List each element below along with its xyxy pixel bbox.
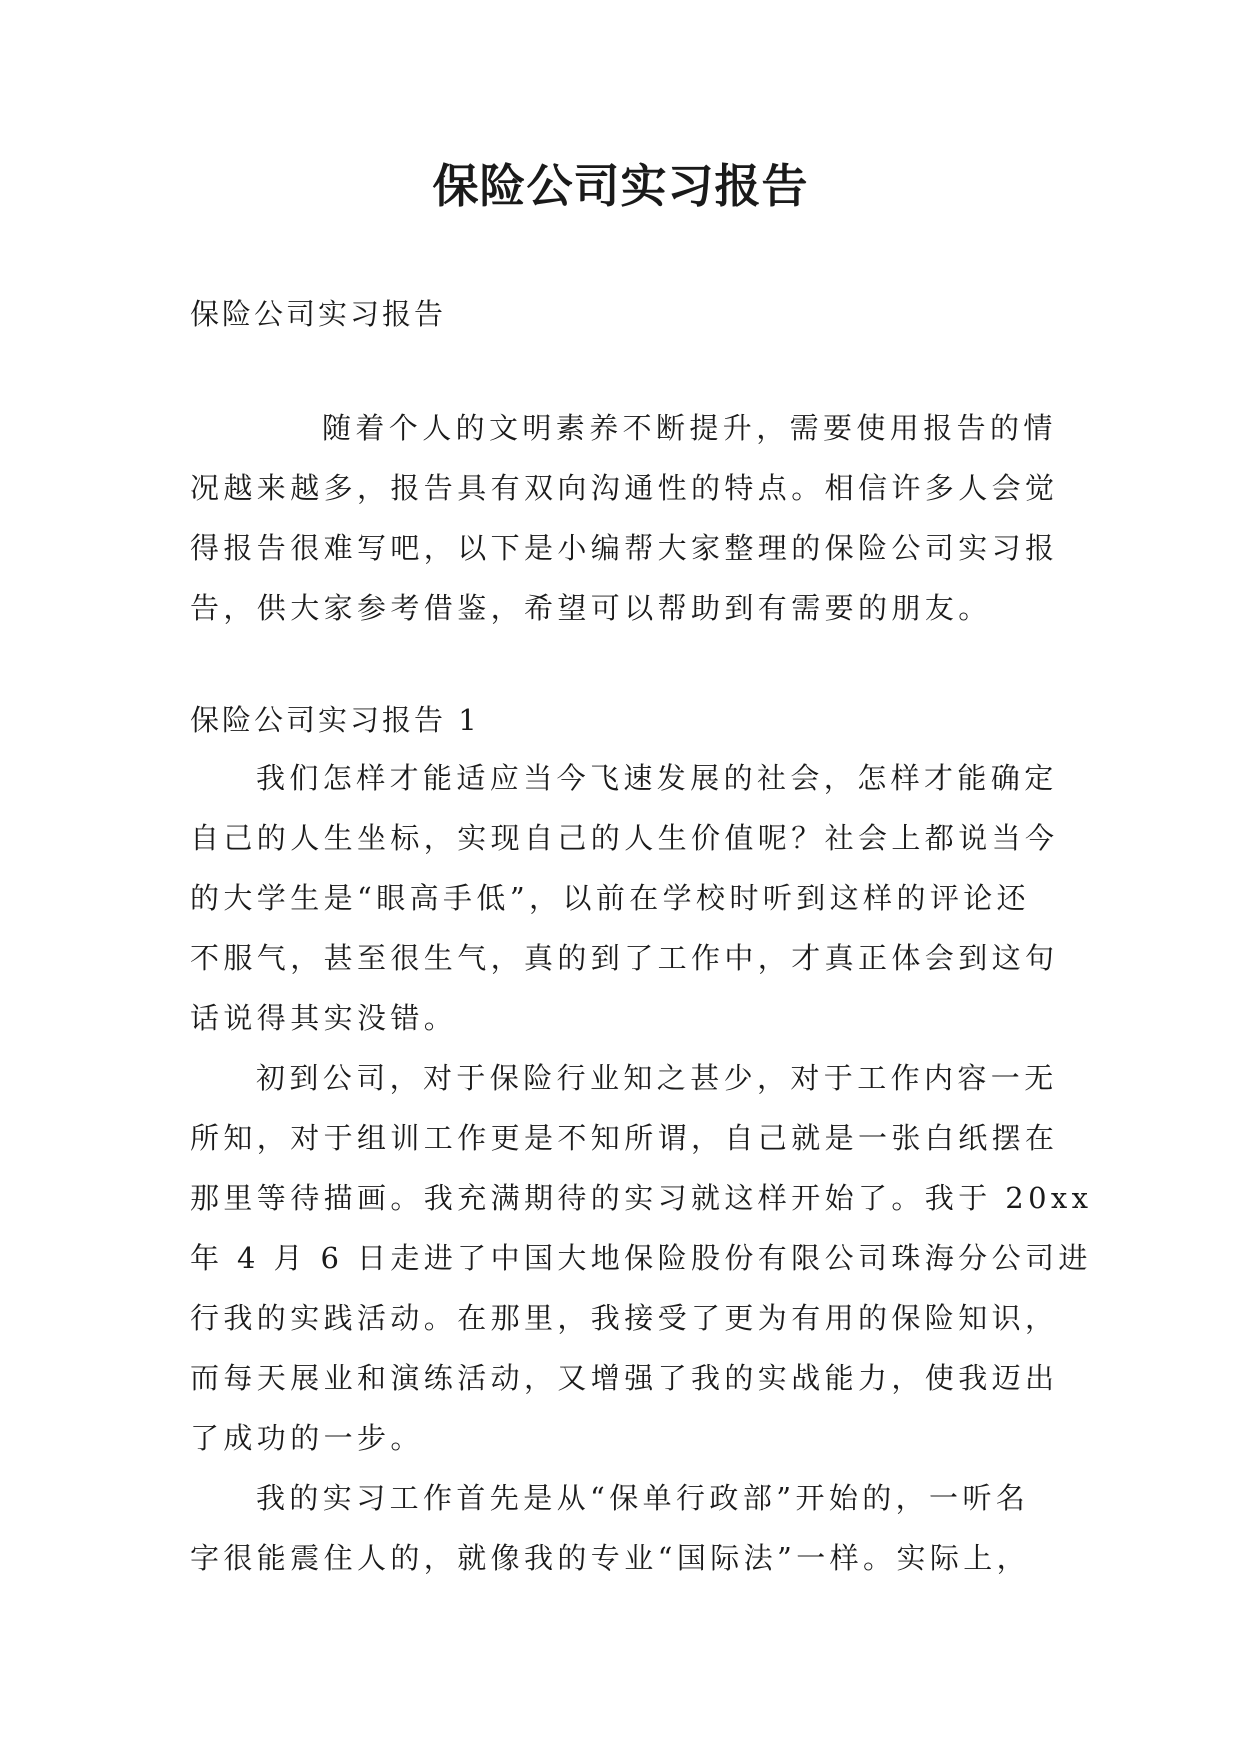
paragraph-line: 话说得其实没错。 bbox=[190, 1001, 458, 1035]
intro-line: 随着个人的文明素养不断提升，需要使用报告的情 bbox=[322, 411, 1057, 445]
document-subtitle: 保险公司实习报告 bbox=[190, 297, 447, 331]
paragraph-line: 自己的人生坐标，实现自己的人生价值呢？社会上都说当今 bbox=[190, 821, 1059, 855]
paragraph-line: 年 4 月 6 日走进了中国大地保险股份有限公司珠海分公司进 bbox=[190, 1241, 1092, 1275]
section-heading: 保险公司实习报告 1 bbox=[190, 703, 480, 737]
intro-line: 告，供大家参考借鉴，希望可以帮助到有需要的朋友。 bbox=[190, 591, 992, 625]
paragraph-line: 初到公司，对于保险行业知之甚少，对于工作内容一无 bbox=[256, 1061, 1058, 1095]
paragraph-line: 我的实习工作首先是从“保单行政部”开始的，一听名 bbox=[256, 1481, 1030, 1515]
paragraph-line: 的大学生是“眼高手低”，以前在学校时听到这样的评论还 bbox=[190, 881, 1031, 915]
paragraph-line: 字很能震住人的，就像我的专业“国际法”一样。实际上， bbox=[190, 1541, 1031, 1575]
paragraph-line: 那里等待描画。我充满期待的实习就这样开始了。我于 20xx bbox=[190, 1181, 1093, 1215]
paragraph-line: 我们怎样才能适应当今飞速发展的社会，怎样才能确定 bbox=[256, 761, 1058, 795]
paragraph-line: 所知，对于组训工作更是不知所谓，自己就是一张白纸摆在 bbox=[190, 1121, 1059, 1155]
paragraph-line: 不服气，甚至很生气，真的到了工作中，才真正体会到这句 bbox=[190, 941, 1059, 975]
paragraph-line: 了成功的一步。 bbox=[190, 1421, 424, 1455]
paragraph-line: 行我的实践活动。在那里，我接受了更为有用的保险知识， bbox=[190, 1301, 1059, 1335]
intro-line: 况越来越多，报告具有双向沟通性的特点。相信许多人会觉 bbox=[190, 471, 1059, 505]
intro-line: 得报告很难写吧，以下是小编帮大家整理的保险公司实习报 bbox=[190, 531, 1059, 565]
document-title: 保险公司实习报告 bbox=[432, 159, 809, 213]
paragraph-line: 而每天展业和演练活动，又增强了我的实战能力，使我迈出 bbox=[190, 1361, 1059, 1395]
